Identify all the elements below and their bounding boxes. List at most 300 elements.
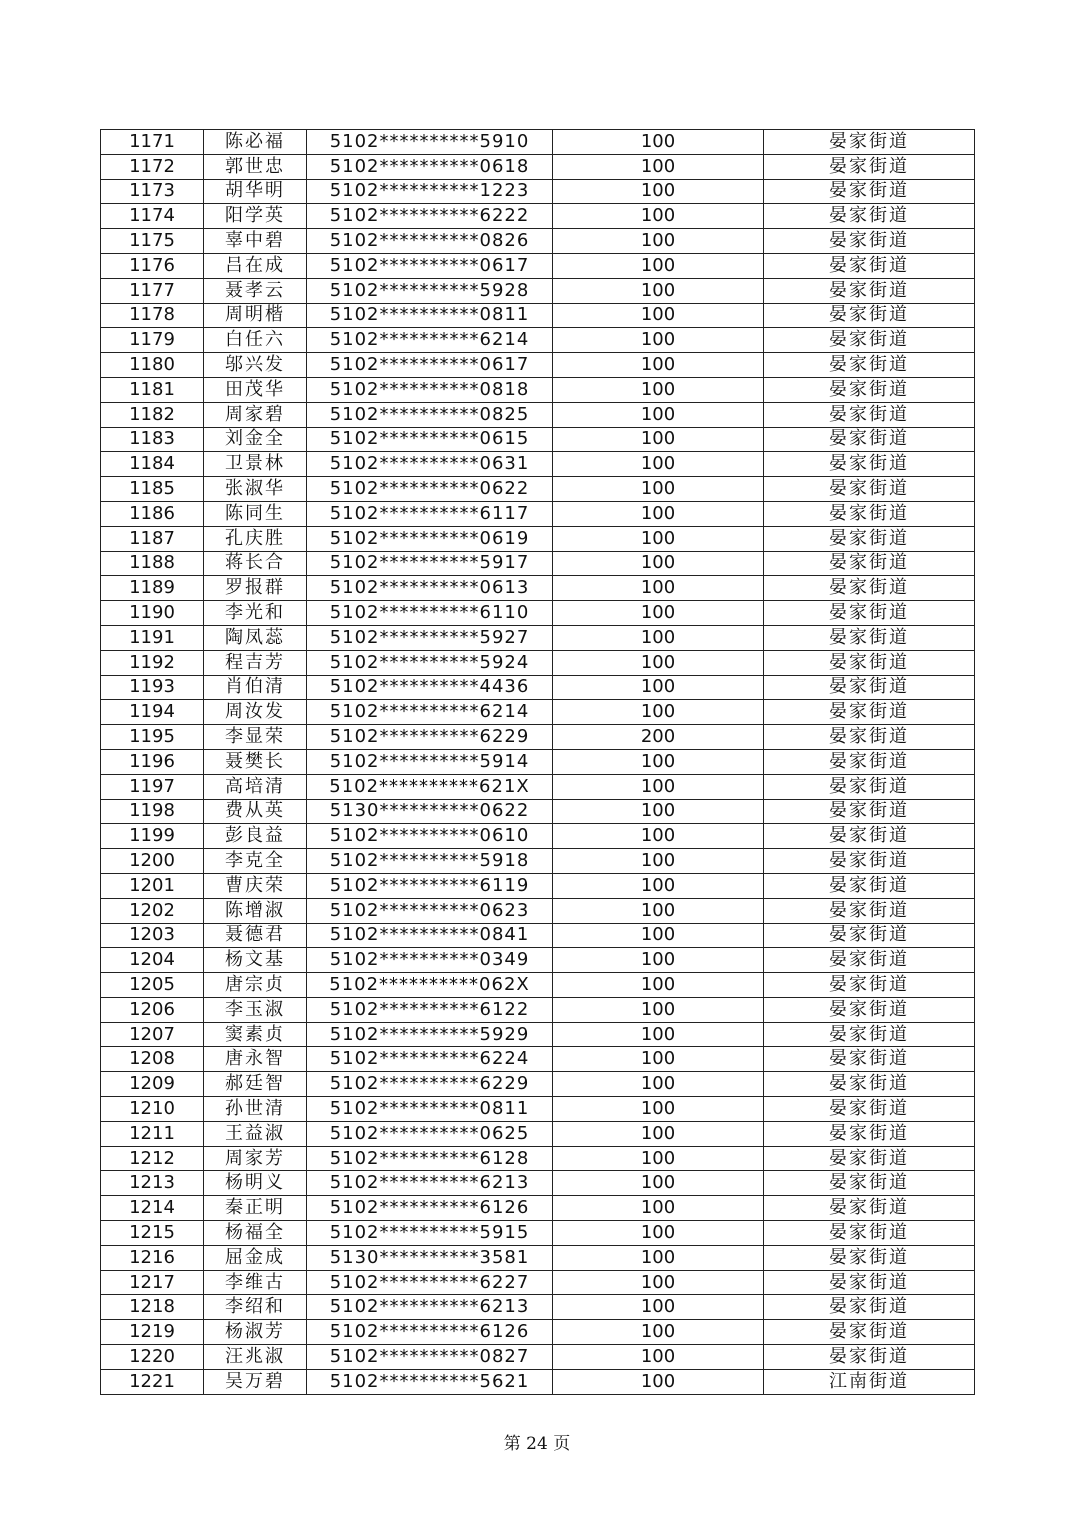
row-number-cell: 1198 xyxy=(101,799,204,824)
row-number-cell: 1216 xyxy=(101,1245,204,1270)
name-cell: 李玉淑 xyxy=(204,997,307,1022)
row-number-cell: 1210 xyxy=(101,1097,204,1122)
table-row xyxy=(101,179,975,204)
row-number-cell: 1184 xyxy=(101,452,204,477)
street-cell: 晏家街道 xyxy=(764,1320,975,1345)
row-number-cell: 1205 xyxy=(101,973,204,998)
row-number-cell: 1186 xyxy=(101,501,204,526)
row-number-cell: 1218 xyxy=(101,1295,204,1320)
id-number-cell: 5102**********6224 xyxy=(307,1047,553,1072)
id-number-cell: 5102**********5918 xyxy=(307,849,553,874)
id-number-cell: 5102**********6222 xyxy=(307,204,553,229)
table-row xyxy=(101,1245,975,1270)
street-cell: 晏家街道 xyxy=(764,749,975,774)
amount-cell: 100 xyxy=(553,1146,764,1171)
name-cell: 汪兆淑 xyxy=(204,1345,307,1370)
amount-cell: 100 xyxy=(553,204,764,229)
street-cell: 晏家街道 xyxy=(764,179,975,204)
row-number-cell: 1187 xyxy=(101,526,204,551)
row-number-cell: 1202 xyxy=(101,898,204,923)
amount-cell: 100 xyxy=(553,1320,764,1345)
name-cell: 周家碧 xyxy=(204,402,307,427)
street-cell: 晏家街道 xyxy=(764,849,975,874)
row-number-cell: 1195 xyxy=(101,725,204,750)
name-cell: 罗报群 xyxy=(204,576,307,601)
row-number-cell: 1191 xyxy=(101,625,204,650)
id-number-cell: 5130**********0622 xyxy=(307,799,553,824)
row-number-cell: 1206 xyxy=(101,997,204,1022)
row-number-cell: 1171 xyxy=(101,130,204,155)
street-cell: 晏家街道 xyxy=(764,402,975,427)
id-number-cell: 5102**********0818 xyxy=(307,377,553,402)
name-cell: 秦正明 xyxy=(204,1196,307,1221)
table-row xyxy=(101,576,975,601)
name-cell: 程吉芳 xyxy=(204,650,307,675)
row-number-cell: 1219 xyxy=(101,1320,204,1345)
name-cell: 唐宗贞 xyxy=(204,973,307,998)
amount-cell: 100 xyxy=(553,824,764,849)
table-row xyxy=(101,675,975,700)
amount-cell: 100 xyxy=(553,601,764,626)
id-number-cell: 5102**********0625 xyxy=(307,1121,553,1146)
row-number-cell: 1177 xyxy=(101,278,204,303)
street-cell: 晏家街道 xyxy=(764,1295,975,1320)
row-number-cell: 1207 xyxy=(101,1022,204,1047)
table-row xyxy=(101,278,975,303)
amount-cell: 100 xyxy=(553,997,764,1022)
amount-cell: 100 xyxy=(553,130,764,155)
amount-cell: 100 xyxy=(553,278,764,303)
amount-cell: 100 xyxy=(553,551,764,576)
row-number-cell: 1176 xyxy=(101,253,204,278)
street-cell: 晏家街道 xyxy=(764,229,975,254)
street-cell: 晏家街道 xyxy=(764,774,975,799)
table-row xyxy=(101,353,975,378)
table-row xyxy=(101,477,975,502)
street-cell: 晏家街道 xyxy=(764,997,975,1022)
name-cell: 曹庆荣 xyxy=(204,873,307,898)
row-number-cell: 1200 xyxy=(101,849,204,874)
table-row xyxy=(101,824,975,849)
id-number-cell: 5102**********0631 xyxy=(307,452,553,477)
amount-cell: 100 xyxy=(553,675,764,700)
row-number-cell: 1185 xyxy=(101,477,204,502)
street-cell: 晏家街道 xyxy=(764,1196,975,1221)
id-number-cell: 5102**********6214 xyxy=(307,700,553,725)
name-cell: 彭良益 xyxy=(204,824,307,849)
id-number-cell: 5102**********5915 xyxy=(307,1221,553,1246)
id-number-cell: 5102**********0825 xyxy=(307,402,553,427)
row-number-cell: 1182 xyxy=(101,402,204,427)
row-number-cell: 1208 xyxy=(101,1047,204,1072)
name-cell: 阳学英 xyxy=(204,204,307,229)
table-row xyxy=(101,1146,975,1171)
street-cell: 晏家街道 xyxy=(764,576,975,601)
table-row xyxy=(101,1320,975,1345)
amount-cell: 100 xyxy=(553,1270,764,1295)
amount-cell: 100 xyxy=(553,849,764,874)
table-row xyxy=(101,501,975,526)
table-row xyxy=(101,328,975,353)
table-row xyxy=(101,923,975,948)
street-cell: 晏家街道 xyxy=(764,1121,975,1146)
amount-cell: 100 xyxy=(553,1022,764,1047)
amount-cell: 200 xyxy=(553,725,764,750)
table-row xyxy=(101,1072,975,1097)
row-number-cell: 1204 xyxy=(101,948,204,973)
id-number-cell: 5102**********062X xyxy=(307,973,553,998)
amount-cell: 100 xyxy=(553,1171,764,1196)
table-row xyxy=(101,873,975,898)
name-cell: 田茂华 xyxy=(204,377,307,402)
street-cell: 晏家街道 xyxy=(764,303,975,328)
table-row xyxy=(101,1369,975,1394)
table-row xyxy=(101,1345,975,1370)
street-cell: 晏家街道 xyxy=(764,601,975,626)
street-cell: 晏家街道 xyxy=(764,625,975,650)
street-cell: 晏家街道 xyxy=(764,948,975,973)
amount-cell: 100 xyxy=(553,1345,764,1370)
street-cell: 晏家街道 xyxy=(764,278,975,303)
name-cell: 费从英 xyxy=(204,799,307,824)
table-row xyxy=(101,452,975,477)
amount-cell: 100 xyxy=(553,1097,764,1122)
table-row xyxy=(101,1097,975,1122)
amount-cell: 100 xyxy=(553,526,764,551)
table-row xyxy=(101,1270,975,1295)
row-number-cell: 1188 xyxy=(101,551,204,576)
name-cell: 聂孝云 xyxy=(204,278,307,303)
name-cell: 周家芳 xyxy=(204,1146,307,1171)
row-number-cell: 1213 xyxy=(101,1171,204,1196)
amount-cell: 100 xyxy=(553,923,764,948)
table-row xyxy=(101,601,975,626)
id-number-cell: 5102**********0618 xyxy=(307,154,553,179)
row-number-cell: 1175 xyxy=(101,229,204,254)
amount-cell: 100 xyxy=(553,973,764,998)
name-cell: 陶凤蕊 xyxy=(204,625,307,650)
amount-cell: 100 xyxy=(553,501,764,526)
street-cell: 晏家街道 xyxy=(764,551,975,576)
street-cell: 晏家街道 xyxy=(764,1270,975,1295)
table-row xyxy=(101,1047,975,1072)
name-cell: 王益淑 xyxy=(204,1121,307,1146)
id-number-cell: 5102**********0826 xyxy=(307,229,553,254)
row-number-cell: 1214 xyxy=(101,1196,204,1221)
street-cell: 晏家街道 xyxy=(764,725,975,750)
id-number-cell: 5102**********6213 xyxy=(307,1171,553,1196)
street-cell: 晏家街道 xyxy=(764,1097,975,1122)
amount-cell: 100 xyxy=(553,1121,764,1146)
id-number-cell: 5102**********5928 xyxy=(307,278,553,303)
table-row xyxy=(101,898,975,923)
amount-cell: 100 xyxy=(553,749,764,774)
name-cell: 聂樊长 xyxy=(204,749,307,774)
amount-cell: 100 xyxy=(553,477,764,502)
id-number-cell: 5102**********6126 xyxy=(307,1320,553,1345)
amount-cell: 100 xyxy=(553,1295,764,1320)
id-number-cell: 5102**********4436 xyxy=(307,675,553,700)
amount-cell: 100 xyxy=(553,625,764,650)
table-row xyxy=(101,1221,975,1246)
row-number-cell: 1189 xyxy=(101,576,204,601)
amount-cell: 100 xyxy=(553,948,764,973)
amount-cell: 100 xyxy=(553,229,764,254)
table-row xyxy=(101,1121,975,1146)
street-cell: 晏家街道 xyxy=(764,1345,975,1370)
amount-cell: 100 xyxy=(553,873,764,898)
row-number-cell: 1173 xyxy=(101,179,204,204)
street-cell: 晏家街道 xyxy=(764,650,975,675)
name-cell: 陈增淑 xyxy=(204,898,307,923)
id-number-cell: 5102**********6227 xyxy=(307,1270,553,1295)
amount-cell: 100 xyxy=(553,179,764,204)
name-cell: 杨淑芳 xyxy=(204,1320,307,1345)
row-number-cell: 1174 xyxy=(101,204,204,229)
street-cell: 晏家街道 xyxy=(764,1221,975,1246)
id-number-cell: 5102**********5929 xyxy=(307,1022,553,1047)
table-row xyxy=(101,253,975,278)
name-cell: 吴万碧 xyxy=(204,1369,307,1394)
table-row xyxy=(101,229,975,254)
name-cell: 聂德君 xyxy=(204,923,307,948)
street-cell: 晏家街道 xyxy=(764,377,975,402)
street-cell: 晏家街道 xyxy=(764,501,975,526)
street-cell: 晏家街道 xyxy=(764,1072,975,1097)
table-row xyxy=(101,650,975,675)
id-number-cell: 5102**********6229 xyxy=(307,725,553,750)
page-number: 第 24 页 xyxy=(503,1434,571,1454)
row-number-cell: 1196 xyxy=(101,749,204,774)
id-number-cell: 5102**********1223 xyxy=(307,179,553,204)
id-number-cell: 5130**********3581 xyxy=(307,1245,553,1270)
amount-cell: 100 xyxy=(553,898,764,923)
row-number-cell: 1217 xyxy=(101,1270,204,1295)
name-cell: 郭世忠 xyxy=(204,154,307,179)
street-cell: 晏家街道 xyxy=(764,824,975,849)
table-row xyxy=(101,154,975,179)
id-number-cell: 5102**********6126 xyxy=(307,1196,553,1221)
amount-cell: 100 xyxy=(553,303,764,328)
row-number-cell: 1193 xyxy=(101,675,204,700)
name-cell: 杨明义 xyxy=(204,1171,307,1196)
row-number-cell: 1211 xyxy=(101,1121,204,1146)
table-body xyxy=(101,130,975,1395)
street-cell: 晏家街道 xyxy=(764,477,975,502)
id-number-cell: 5102**********0841 xyxy=(307,923,553,948)
street-cell: 晏家街道 xyxy=(764,154,975,179)
table-row xyxy=(101,997,975,1022)
street-cell: 晏家街道 xyxy=(764,799,975,824)
id-number-cell: 5102**********0349 xyxy=(307,948,553,973)
street-cell: 晏家街道 xyxy=(764,1146,975,1171)
name-cell: 吕在成 xyxy=(204,253,307,278)
street-cell: 晏家街道 xyxy=(764,253,975,278)
name-cell: 刘金全 xyxy=(204,427,307,452)
amount-cell: 100 xyxy=(553,1221,764,1246)
amount-cell: 100 xyxy=(553,1369,764,1394)
id-number-cell: 5102**********0610 xyxy=(307,824,553,849)
name-cell: 李维古 xyxy=(204,1270,307,1295)
amount-cell: 100 xyxy=(553,402,764,427)
amount-cell: 100 xyxy=(553,700,764,725)
id-number-cell: 5102**********5927 xyxy=(307,625,553,650)
amount-cell: 100 xyxy=(553,1072,764,1097)
name-cell: 胡华明 xyxy=(204,179,307,204)
name-cell: 白任六 xyxy=(204,328,307,353)
amount-cell: 100 xyxy=(553,1245,764,1270)
id-number-cell: 5102**********0811 xyxy=(307,1097,553,1122)
id-number-cell: 5102**********5924 xyxy=(307,650,553,675)
id-number-cell: 5102**********0617 xyxy=(307,353,553,378)
street-cell: 晏家街道 xyxy=(764,353,975,378)
name-cell: 屈金成 xyxy=(204,1245,307,1270)
id-number-cell: 5102**********0622 xyxy=(307,477,553,502)
street-cell: 晏家街道 xyxy=(764,1047,975,1072)
row-number-cell: 1212 xyxy=(101,1146,204,1171)
street-cell: 晏家街道 xyxy=(764,973,975,998)
row-number-cell: 1209 xyxy=(101,1072,204,1097)
table-row xyxy=(101,799,975,824)
row-number-cell: 1197 xyxy=(101,774,204,799)
name-cell: 李绍和 xyxy=(204,1295,307,1320)
name-cell: 张淑华 xyxy=(204,477,307,502)
amount-cell: 100 xyxy=(553,799,764,824)
id-number-cell: 5102**********6128 xyxy=(307,1146,553,1171)
table-row xyxy=(101,749,975,774)
data-table xyxy=(100,129,975,1395)
table-row xyxy=(101,427,975,452)
name-cell: 李显荣 xyxy=(204,725,307,750)
amount-cell: 100 xyxy=(553,650,764,675)
street-cell: 晏家街道 xyxy=(764,873,975,898)
row-number-cell: 1178 xyxy=(101,303,204,328)
id-number-cell: 5102**********0617 xyxy=(307,253,553,278)
id-number-cell: 5102**********5917 xyxy=(307,551,553,576)
amount-cell: 100 xyxy=(553,1047,764,1072)
row-number-cell: 1190 xyxy=(101,601,204,626)
name-cell: 杨文基 xyxy=(204,948,307,973)
street-cell: 晏家街道 xyxy=(764,1022,975,1047)
table-row xyxy=(101,377,975,402)
name-cell: 孔庆胜 xyxy=(204,526,307,551)
id-number-cell: 5102**********6110 xyxy=(307,601,553,626)
street-cell: 晏家街道 xyxy=(764,898,975,923)
id-number-cell: 5102**********6122 xyxy=(307,997,553,1022)
id-number-cell: 5102**********5910 xyxy=(307,130,553,155)
amount-cell: 100 xyxy=(553,1196,764,1221)
name-cell: 周明楷 xyxy=(204,303,307,328)
row-number-cell: 1194 xyxy=(101,700,204,725)
row-number-cell: 1215 xyxy=(101,1221,204,1246)
id-number-cell: 5102**********0827 xyxy=(307,1345,553,1370)
id-number-cell: 5102**********6119 xyxy=(307,873,553,898)
table-row xyxy=(101,700,975,725)
street-cell: 晏家街道 xyxy=(764,427,975,452)
name-cell: 辜中碧 xyxy=(204,229,307,254)
table-row xyxy=(101,303,975,328)
amount-cell: 100 xyxy=(553,377,764,402)
amount-cell: 100 xyxy=(553,576,764,601)
table-row xyxy=(101,1196,975,1221)
name-cell: 陈必福 xyxy=(204,130,307,155)
name-cell: 蒋长合 xyxy=(204,551,307,576)
name-cell: 郝廷智 xyxy=(204,1072,307,1097)
table-row xyxy=(101,551,975,576)
id-number-cell: 5102**********6213 xyxy=(307,1295,553,1320)
amount-cell: 100 xyxy=(553,353,764,378)
name-cell: 周汝发 xyxy=(204,700,307,725)
row-number-cell: 1221 xyxy=(101,1369,204,1394)
street-cell: 晏家街道 xyxy=(764,1245,975,1270)
amount-cell: 100 xyxy=(553,154,764,179)
amount-cell: 100 xyxy=(553,328,764,353)
id-number-cell: 5102**********0623 xyxy=(307,898,553,923)
table-row xyxy=(101,1022,975,1047)
row-number-cell: 1180 xyxy=(101,353,204,378)
id-number-cell: 5102**********0613 xyxy=(307,576,553,601)
street-cell: 晏家街道 xyxy=(764,130,975,155)
street-cell: 晏家街道 xyxy=(764,204,975,229)
street-cell: 晏家街道 xyxy=(764,452,975,477)
table-row xyxy=(101,774,975,799)
name-cell: 李光和 xyxy=(204,601,307,626)
table-row xyxy=(101,725,975,750)
row-number-cell: 1192 xyxy=(101,650,204,675)
id-number-cell: 5102**********5621 xyxy=(307,1369,553,1394)
id-number-cell: 5102**********5914 xyxy=(307,749,553,774)
name-cell: 高培清 xyxy=(204,774,307,799)
row-number-cell: 1179 xyxy=(101,328,204,353)
id-number-cell: 5102**********6214 xyxy=(307,328,553,353)
row-number-cell: 1172 xyxy=(101,154,204,179)
amount-cell: 100 xyxy=(553,253,764,278)
amount-cell: 100 xyxy=(553,452,764,477)
name-cell: 李克全 xyxy=(204,849,307,874)
id-number-cell: 5102**********621X xyxy=(307,774,553,799)
name-cell: 肖伯清 xyxy=(204,675,307,700)
street-cell: 江南街道 xyxy=(764,1369,975,1394)
row-number-cell: 1199 xyxy=(101,824,204,849)
street-cell: 晏家街道 xyxy=(764,328,975,353)
id-number-cell: 5102**********6229 xyxy=(307,1072,553,1097)
street-cell: 晏家街道 xyxy=(764,675,975,700)
table-row xyxy=(101,1171,975,1196)
table-row xyxy=(101,526,975,551)
table-row xyxy=(101,204,975,229)
id-number-cell: 5102**********0811 xyxy=(307,303,553,328)
street-cell: 晏家街道 xyxy=(764,1171,975,1196)
name-cell: 唐永智 xyxy=(204,1047,307,1072)
street-cell: 晏家街道 xyxy=(764,526,975,551)
amount-cell: 100 xyxy=(553,774,764,799)
table-row xyxy=(101,948,975,973)
row-number-cell: 1220 xyxy=(101,1345,204,1370)
row-number-cell: 1183 xyxy=(101,427,204,452)
table-row xyxy=(101,625,975,650)
table-row xyxy=(101,1295,975,1320)
name-cell: 邬兴发 xyxy=(204,353,307,378)
id-number-cell: 5102**********6117 xyxy=(307,501,553,526)
table-row xyxy=(101,973,975,998)
street-cell: 晏家街道 xyxy=(764,700,975,725)
street-cell: 晏家街道 xyxy=(764,923,975,948)
name-cell: 杨福全 xyxy=(204,1221,307,1246)
id-number-cell: 5102**********0619 xyxy=(307,526,553,551)
row-number-cell: 1201 xyxy=(101,873,204,898)
name-cell: 孙世清 xyxy=(204,1097,307,1122)
row-number-cell: 1181 xyxy=(101,377,204,402)
